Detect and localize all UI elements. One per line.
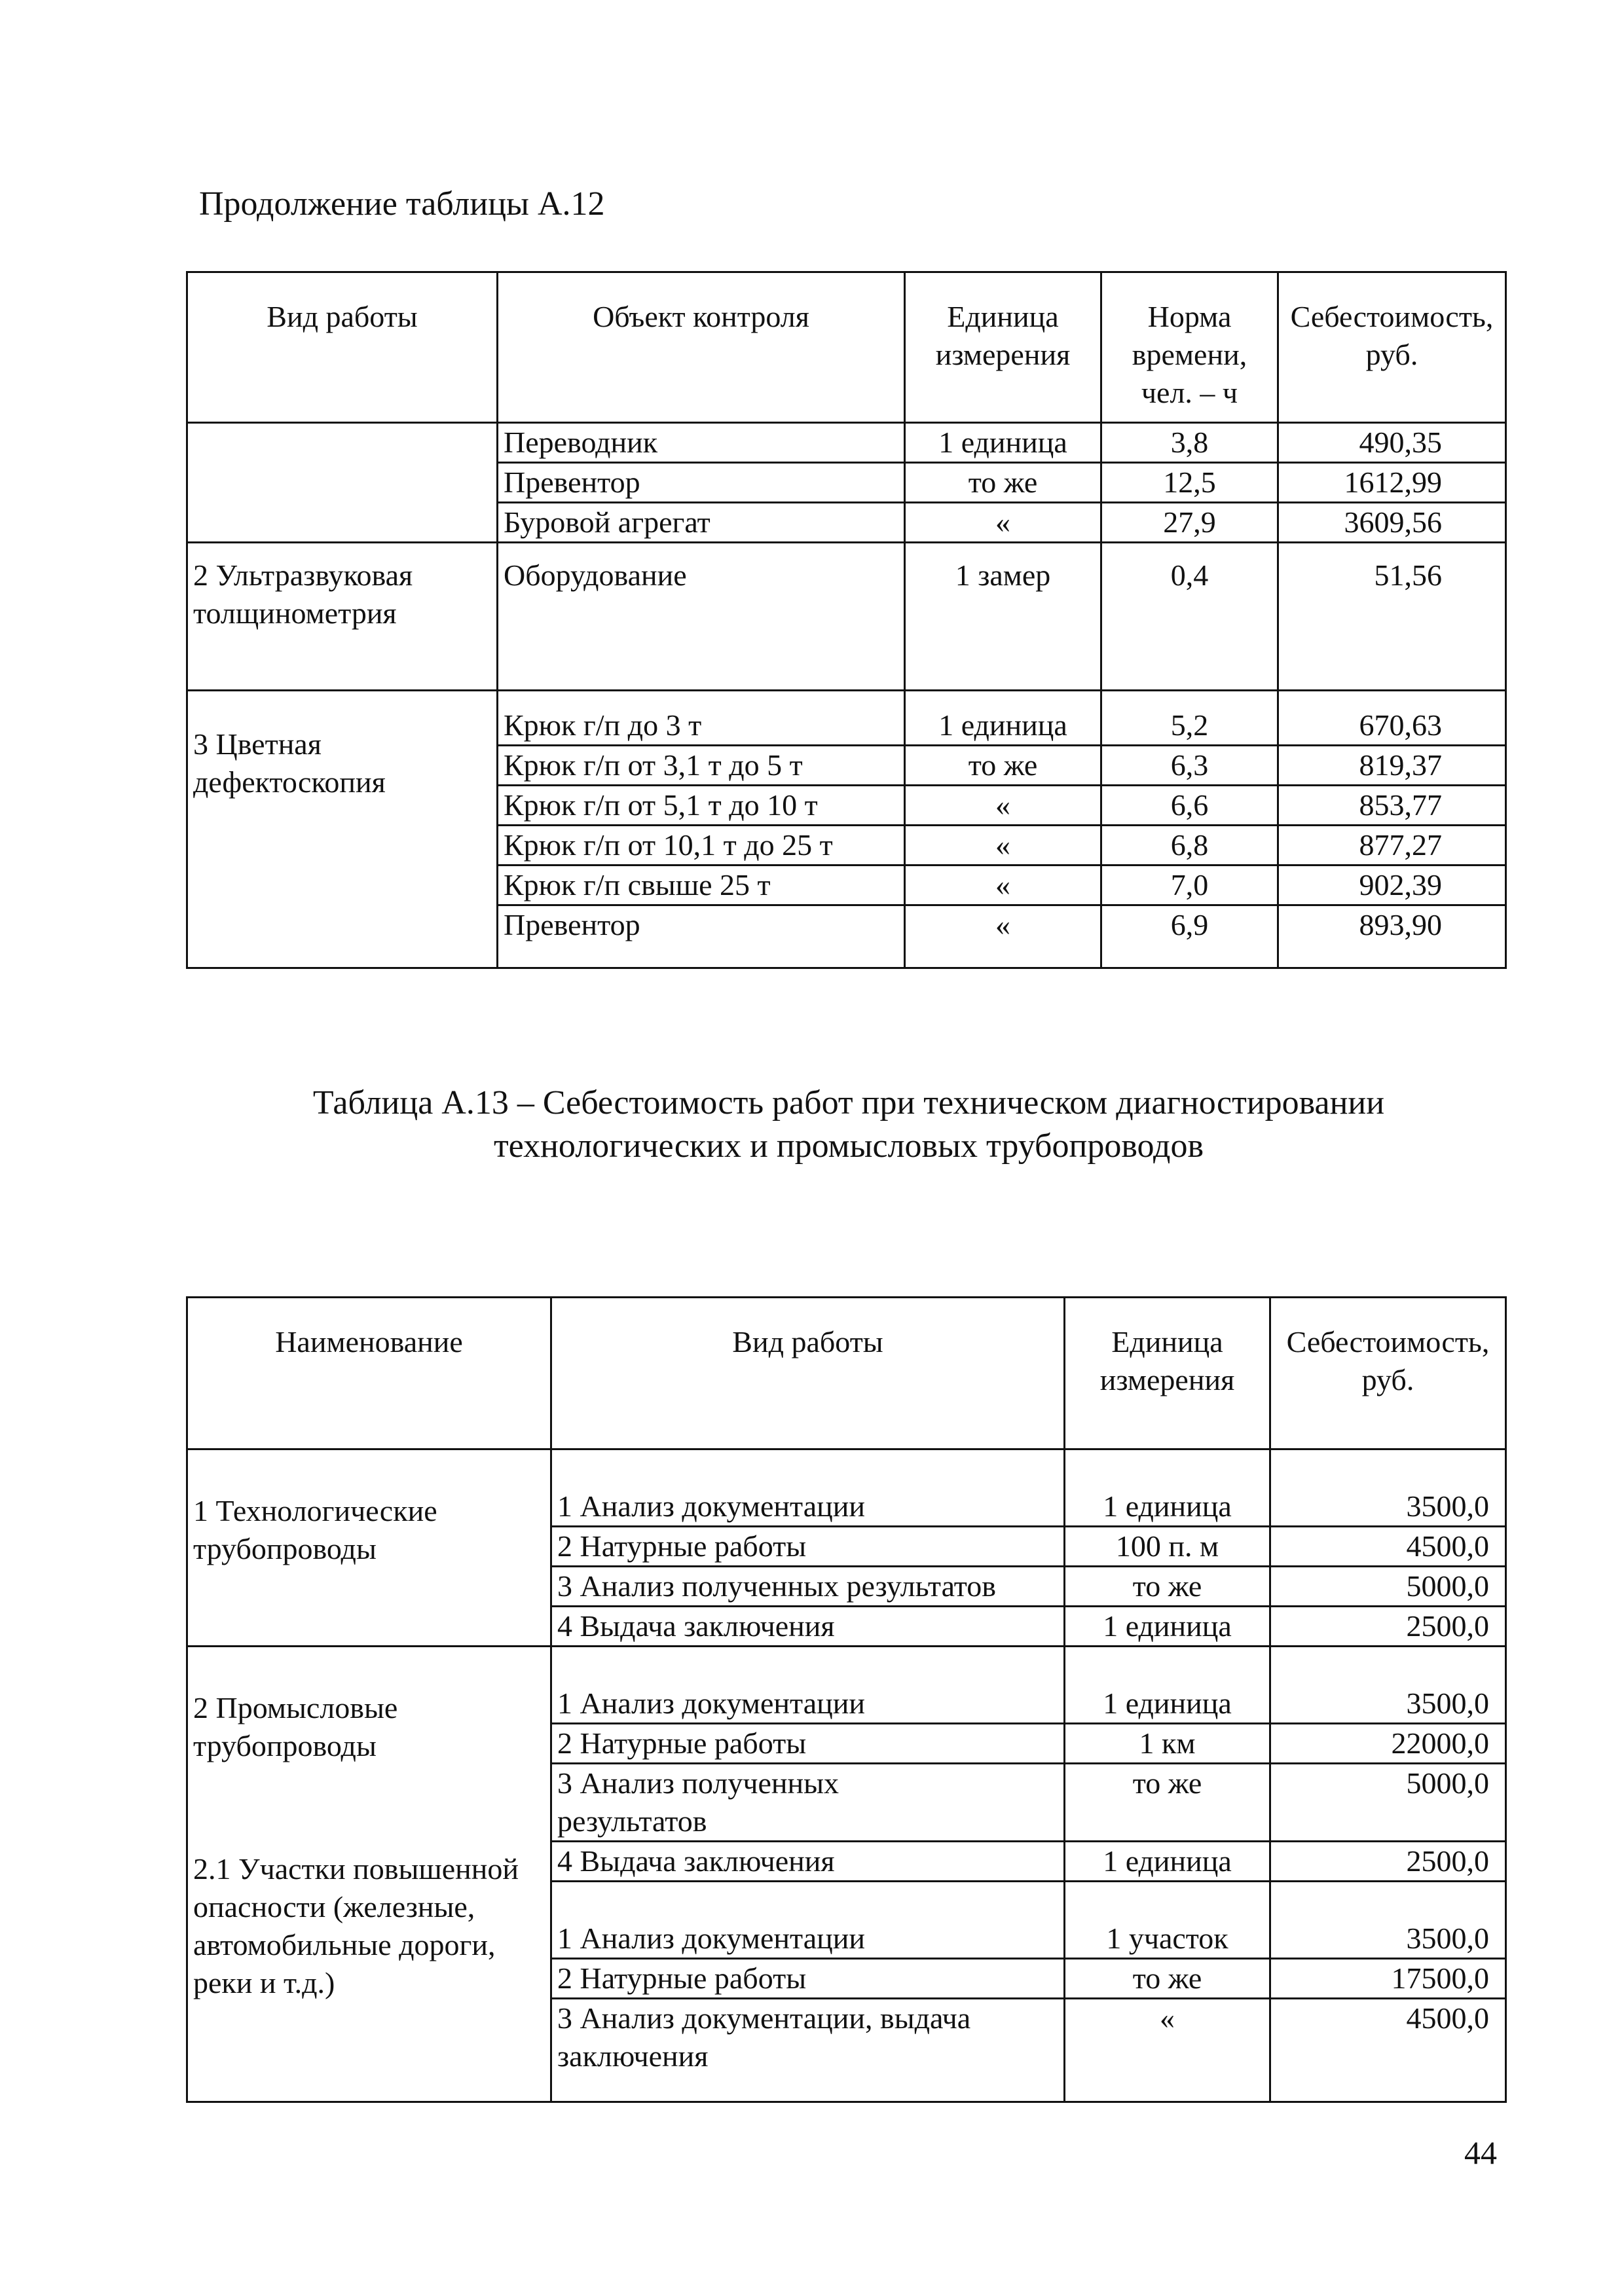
work-cell: 1 Анализ документации	[551, 1882, 1065, 1959]
unit-cell: «	[905, 826, 1101, 866]
object-cell: Переводник	[498, 423, 905, 463]
unit-cell: «	[1065, 1999, 1270, 2102]
header-cost: Себестоимость, руб.	[1270, 1298, 1506, 1449]
unit-cell: «	[905, 905, 1101, 968]
object-cell: Превентор	[498, 905, 905, 968]
cost-cell: 877,27	[1278, 826, 1506, 866]
cost-cell: 4500,0	[1270, 1999, 1506, 2102]
cost-cell: 22000,0	[1270, 1724, 1506, 1764]
cost-cell: 17500,0	[1270, 1959, 1506, 1999]
unit-cell: 1 км	[1065, 1724, 1270, 1764]
work-cell: 3 Анализ полученных результатов	[551, 1764, 1065, 1842]
cost-label: 51,56	[1374, 558, 1442, 592]
name-label: 1 Технологические трубопроводы	[193, 1494, 437, 1565]
kind-cell	[187, 691, 498, 968]
kind-cell	[187, 543, 498, 691]
header-norm: Норма времени, чел. – ч	[1101, 272, 1278, 423]
object-cell: Буровой агрегат	[498, 503, 905, 543]
table-row	[187, 1449, 1506, 1527]
object-cell: Крюк г/п от 5,1 т до 10 т	[498, 786, 905, 826]
norm-cell	[1101, 543, 1278, 691]
work-cell: 1 Анализ документации	[551, 1647, 1065, 1724]
norm-cell: 7,0	[1101, 866, 1278, 905]
cost-cell: 902,39	[1278, 866, 1506, 905]
work-cell: 2 Натурные работы	[551, 1527, 1065, 1567]
work-cell: 3 Анализ документации, выдача заключения	[551, 1999, 1065, 2102]
table-row	[187, 423, 1506, 463]
unit-cell: то же	[1065, 1959, 1270, 1999]
work-cell: 1 Анализ документации	[551, 1449, 1065, 1527]
kind-label: 2 Ультразвуковая толщинометрия	[193, 558, 413, 630]
table-12	[186, 271, 1507, 969]
cost-cell: 5000,0	[1270, 1764, 1506, 1842]
norm-label: 0,4	[1170, 558, 1209, 592]
unit-cell: то же	[905, 746, 1101, 786]
unit-cell: 100 п. м	[1065, 1527, 1270, 1567]
name-label: 2 Промысловые трубопроводы	[193, 1691, 398, 1762]
cost-cell: 819,37	[1278, 746, 1506, 786]
cost-cell: 2500,0	[1270, 1607, 1506, 1647]
table-12-caption: Продолжение таблицы А.12	[199, 185, 605, 223]
object-cell: Превентор	[498, 463, 905, 503]
work-cell: 4 Выдача заключения	[551, 1607, 1065, 1647]
work-cell: 2 Натурные работы	[551, 1724, 1065, 1764]
cost-cell: 3609,56	[1278, 503, 1506, 543]
cost-cell: 670,63	[1278, 691, 1506, 746]
unit-cell: «	[905, 503, 1101, 543]
work-cell: 4 Выдача заключения	[551, 1842, 1065, 1882]
unit-cell: 1 единица	[1065, 1647, 1270, 1724]
unit-cell: «	[905, 866, 1101, 905]
norm-cell: 6,8	[1101, 826, 1278, 866]
object-cell: Крюк г/п свыше 25 т	[498, 866, 905, 905]
cost-cell: 5000,0	[1270, 1567, 1506, 1607]
object-cell: Крюк г/п от 3,1 т до 5 т	[498, 746, 905, 786]
table-13-header-row	[187, 1298, 1506, 1449]
header-cost: Себестоимость, руб.	[1278, 272, 1506, 423]
unit-cell: 1 единица	[905, 423, 1101, 463]
norm-cell: 6,3	[1101, 746, 1278, 786]
table-13	[186, 1296, 1507, 2103]
unit-cell: то же	[1065, 1764, 1270, 1842]
cost-cell: 853,77	[1278, 786, 1506, 826]
norm-cell: 27,9	[1101, 503, 1278, 543]
table-row	[187, 691, 1506, 746]
unit-cell: 1 единица	[1065, 1842, 1270, 1882]
unit-cell: 1 единица	[1065, 1607, 1270, 1647]
norm-cell: 5,2	[1101, 691, 1278, 746]
unit-label: 1 замер	[955, 558, 1051, 592]
cost-cell: 2500,0	[1270, 1842, 1506, 1882]
header-unit: Единица измерения	[905, 272, 1101, 423]
cost-cell: 4500,0	[1270, 1527, 1506, 1567]
unit-cell: «	[905, 786, 1101, 826]
cost-cell: 3500,0	[1270, 1882, 1506, 1959]
header-object: Объект контроля	[498, 272, 905, 423]
object-cell: Крюк г/п от 10,1 т до 25 т	[498, 826, 905, 866]
name-cell	[187, 1647, 551, 2102]
name-cell	[187, 1449, 551, 1647]
cost-cell: 3500,0	[1270, 1449, 1506, 1527]
norm-cell: 6,6	[1101, 786, 1278, 826]
object-cell	[498, 543, 905, 691]
page-number: 44	[1464, 2134, 1497, 2171]
header-work: Вид работы	[551, 1298, 1065, 1449]
cost-cell: 3500,0	[1270, 1647, 1506, 1724]
kind-label: 3 Цветная дефектоскопия	[193, 727, 386, 799]
unit-cell: 1 единица	[1065, 1449, 1270, 1527]
subname-label: 2.1 Участки повышенной опасности (железные, автомобильные дороги, реки и т.д.)	[193, 1852, 519, 1999]
unit-cell: 1 единица	[905, 691, 1101, 746]
table-row	[187, 1647, 1506, 1724]
work-cell: 3 Анализ полученных результатов	[551, 1567, 1065, 1607]
header-name: Наименование	[187, 1298, 551, 1449]
cost-cell: 490,35	[1278, 423, 1506, 463]
unit-cell: то же	[905, 463, 1101, 503]
header-unit: Единица измерения	[1065, 1298, 1270, 1449]
object-label: Оборудование	[504, 558, 687, 592]
cost-cell	[1278, 543, 1506, 691]
table-12-header-row	[187, 272, 1506, 423]
cost-cell: 1612,99	[1278, 463, 1506, 503]
unit-cell	[905, 543, 1101, 691]
norm-cell: 3,8	[1101, 423, 1278, 463]
table-13-caption-line-2: технологических и промысловых трубопроводов	[493, 1127, 1204, 1165]
work-cell: 2 Натурные работы	[551, 1959, 1065, 1999]
table-row	[187, 543, 1506, 691]
table-13-caption-line-1: Таблица А.13 – Себестоимость работ при техническом диагностировании	[312, 1084, 1385, 1121]
object-cell: Крюк г/п до 3 т	[498, 691, 905, 746]
norm-cell: 12,5	[1101, 463, 1278, 503]
kind-cell	[187, 423, 498, 543]
cost-cell: 893,90	[1278, 905, 1506, 968]
norm-cell: 6,9	[1101, 905, 1278, 968]
unit-cell: то же	[1065, 1567, 1270, 1607]
table-13-caption	[187, 1082, 1510, 1168]
unit-cell: 1 участок	[1065, 1882, 1270, 1959]
header-kind: Вид работы	[187, 272, 498, 423]
